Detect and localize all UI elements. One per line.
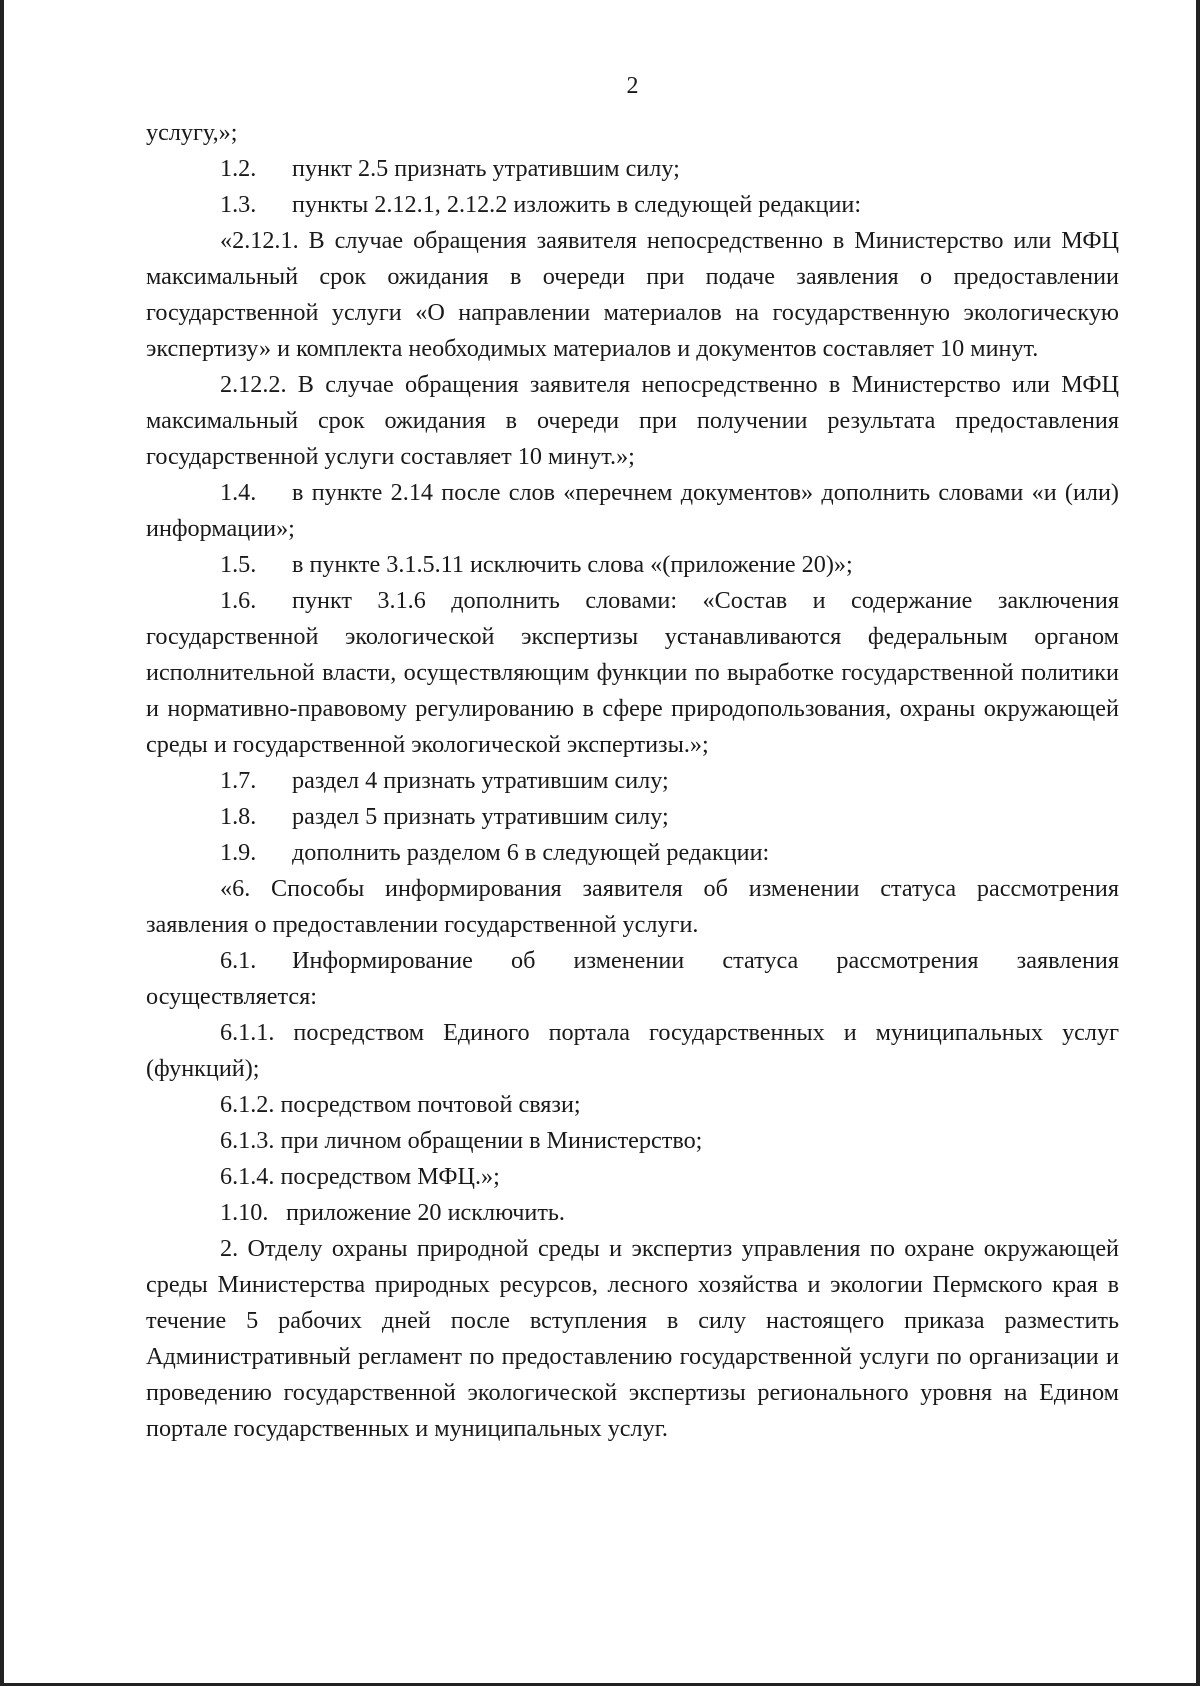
item-number: 1.6.: [220, 587, 257, 614]
paragraph-6-1-3: 6.1.3. при личном обращении в Министерство;: [220, 1127, 703, 1154]
item-text: раздел 4 признать утратившим силу;: [292, 767, 669, 794]
paragraph-6-1: [146, 943, 1119, 1015]
scan-edge: [1196, 0, 1200, 1686]
document-body: [146, 115, 1119, 1447]
paragraph-2-12-1: «2.12.1. В случае обращения заявителя непосредственно в Министерство или МФЦ максимальный срок ожидания в очереди при подаче заявления о предоставлении государственной услуги «О направлении материалов на государственную экологическую экспертизу» и комплекта необходимых материалов и документов составляет 10 минут.: [146, 227, 1119, 362]
page-number: 2: [626, 73, 639, 99]
paragraph-1-8: [146, 799, 1119, 835]
paragraph-1-4: [146, 475, 1119, 547]
paragraph-1-6: [146, 583, 1119, 763]
item-number: 1.9.: [220, 839, 257, 866]
item-number: 1.4.: [220, 479, 257, 506]
item-text: раздел 5 признать утратившим силу;: [292, 803, 669, 830]
paragraph-6-1-2: 6.1.2. посредством почтовой связи;: [220, 1091, 581, 1118]
item-text: дополнить разделом 6 в следующей редакции:: [292, 839, 770, 866]
paragraph-1-7: [146, 763, 1119, 799]
paragraph-6-1-1: 6.1.1. посредством Единого портала государственных и муниципальных услуг (функций);: [146, 1019, 1119, 1082]
item-text: приложение 20 исключить.: [286, 1199, 565, 1226]
item-text: пункт 2.5 признать утратившим силу;: [292, 155, 680, 182]
item-number: 1.2.: [220, 155, 257, 182]
item-text: Информирование об изменении статуса рассмотрения заявления осуществляется:: [146, 947, 1119, 1010]
item-number: 1.5.: [220, 551, 257, 578]
paragraph-2-12-2: 2.12.2. В случае обращения заявителя непосредственно в Министерство или МФЦ максимальный срок ожидания в очереди при получении результата предоставления государственной услуги составляет 10 минут.»;: [146, 371, 1119, 470]
item-number: 1.8.: [220, 803, 257, 830]
paragraph-continuation: услугу,»;: [146, 119, 238, 146]
item-number: 6.1.: [220, 947, 257, 974]
paragraph-1-3: [146, 187, 1119, 223]
paragraph-1-5: [146, 547, 1119, 583]
item-text: в пункте 2.14 после слов «перечнем документов» дополнить словами «и (или) информации»;: [146, 479, 1119, 542]
paragraph-1-10: [146, 1195, 1119, 1231]
item-number: 1.10.: [220, 1199, 269, 1226]
item-text: пункты 2.12.1, 2.12.2 изложить в следующей редакции:: [292, 191, 862, 218]
item-text: пункт 3.1.6 дополнить словами: «Состав и содержание заключения государственной экологической экспертизы устанавливаются федеральным органом исполнительной власти, осуществляющим функции по выработке государственной политики и нормативно-правовому регулированию в сфере природопользования, охраны окружающей среды и государственной экологической экспертизы.»;: [146, 587, 1119, 758]
item-number: 1.3.: [220, 191, 257, 218]
paragraph-1-9: [146, 835, 1119, 871]
paragraph-section-6: «6. Способы информирования заявителя об изменении статуса рассмотрения заявления о предоставлении государственной услуги.: [146, 875, 1119, 938]
paragraph-1-2: [146, 151, 1119, 187]
scan-edge: [0, 0, 4, 1686]
item-number: 1.7.: [220, 767, 257, 794]
paragraph-6-1-4: 6.1.4. посредством МФЦ.»;: [220, 1163, 500, 1190]
paragraph-2: 2. Отделу охраны природной среды и экспертиз управления по охране окружающей среды Министерства природных ресурсов, лесного хозяйства и экологии Пермского края в течение 5 рабочих дней после вступления в силу настоящего приказа разместить Административный регламент по предоставлению государственной услуги по организации и проведению государственной экологической экспертизы регионального уровня на Едином портале государственных и муниципальных услуг.: [146, 1235, 1119, 1442]
item-text: в пункте 3.1.5.11 исключить слова «(приложение 20)»;: [292, 551, 853, 578]
